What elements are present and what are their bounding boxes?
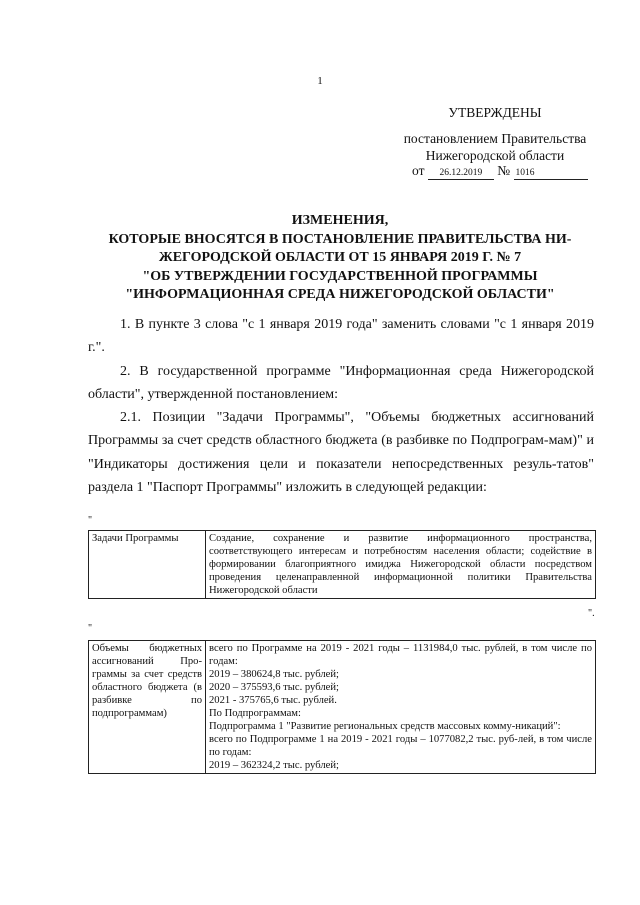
title-line: ИЗМЕНЕНИЯ, (291, 213, 389, 228)
budget-line: 2020 – 375593,6 тыс. рублей; (209, 682, 339, 693)
quote-open-mark: " (88, 623, 93, 634)
tasks-table (88, 530, 596, 599)
document-body (88, 313, 594, 499)
budget-line: 2019 – 380624,8 тыс. рублей; (209, 669, 339, 680)
budget-line: По Подпрограммам: (209, 708, 301, 719)
budget-line: всего по Подпрограмме 1 на 2019 - 2021 годы – 1077082,2 тыс. руб-лей, в том числе по годам: (209, 734, 592, 758)
title-line: "ОБ УТВЕРЖДЕНИИ ГОСУДАРСТВЕННОЙ ПРОГРАММЫ (142, 268, 538, 284)
budget-label-cell: Объемы бюджетных ассигнований Про-граммы за счет средств областного бюджета (в разбивке по подпрограммам) (89, 641, 206, 774)
budget-content-cell (206, 641, 596, 774)
approval-line-1: постановлением Правительства (403, 131, 587, 146)
quote-close-mark: ". (588, 608, 595, 619)
approval-number: 1016 (514, 167, 588, 180)
approval-title: УТВЕРЖДЕНЫ (448, 105, 542, 120)
paragraph: 2. В государственной программе "Информационная среда Нижегородской области", утвержденной постановлением: (88, 363, 594, 402)
budget-line: всего по Программе на 2019 - 2021 годы – 1131984,0 тыс. рублей, в том числе по годам: (209, 643, 592, 667)
page-number: 1 (317, 75, 323, 87)
document-title (85, 212, 595, 305)
tasks-label-cell: Задачи Программы (89, 531, 206, 599)
number-label: № (497, 163, 511, 178)
paragraph: 1. В пункте 3 слова "с 1 января 2019 года" заменить словами "с 1 января 2019 г.". (88, 317, 594, 356)
approval-line-2: Нижегородской области (425, 148, 565, 163)
title-line: ЖЕГОРОДСКОЙ ОБЛАСТИ ОТ 15 ЯНВАРЯ 2019 Г. № 7 (158, 250, 522, 265)
budget-line: Подпрограмма 1 "Развитие региональных средств массовых комму-никаций": (209, 721, 561, 732)
title-line: "ИНФОРМАЦИОННАЯ СРЕДА НИЖЕГОРОДСКОЙ ОБЛАСТИ" (125, 287, 555, 302)
tasks-content-cell: Создание, сохранение и развитие информационного пространства, соответствующего интересам и потребностям населения области; содействие в формировании благоприятного имиджа Нижегородской области посредством проведения целенаправленной информационной политики Правительства Нижегородской области (206, 531, 596, 599)
paragraph: 2.1. Позиции "Задачи Программы", "Объемы бюджетных ассигнований Программы за счет средств областного бюджета (в разбивке по Подпрограм-мам)" и "Индикаторы достижения цели и показатели непосредственных резуль-татов" раздела 1 "Паспорт Программы" изложить в следующей редакции: (88, 410, 594, 496)
quote-open-mark: " (88, 515, 93, 526)
budget-line: 2021 - 375765,6 тыс. рублей. (209, 695, 337, 706)
budget-line: 2019 – 362324,2 тыс. рублей; (209, 760, 339, 771)
title-line: КОТОРЫЕ ВНОСЯТСЯ В ПОСТАНОВЛЕНИЕ ПРАВИТЕЛЬСТВА НИ- (108, 231, 572, 247)
budget-table (88, 640, 596, 774)
approval-date-line (412, 163, 588, 180)
approval-date: 26.12.2019 (428, 167, 494, 180)
from-label: от (412, 163, 425, 178)
